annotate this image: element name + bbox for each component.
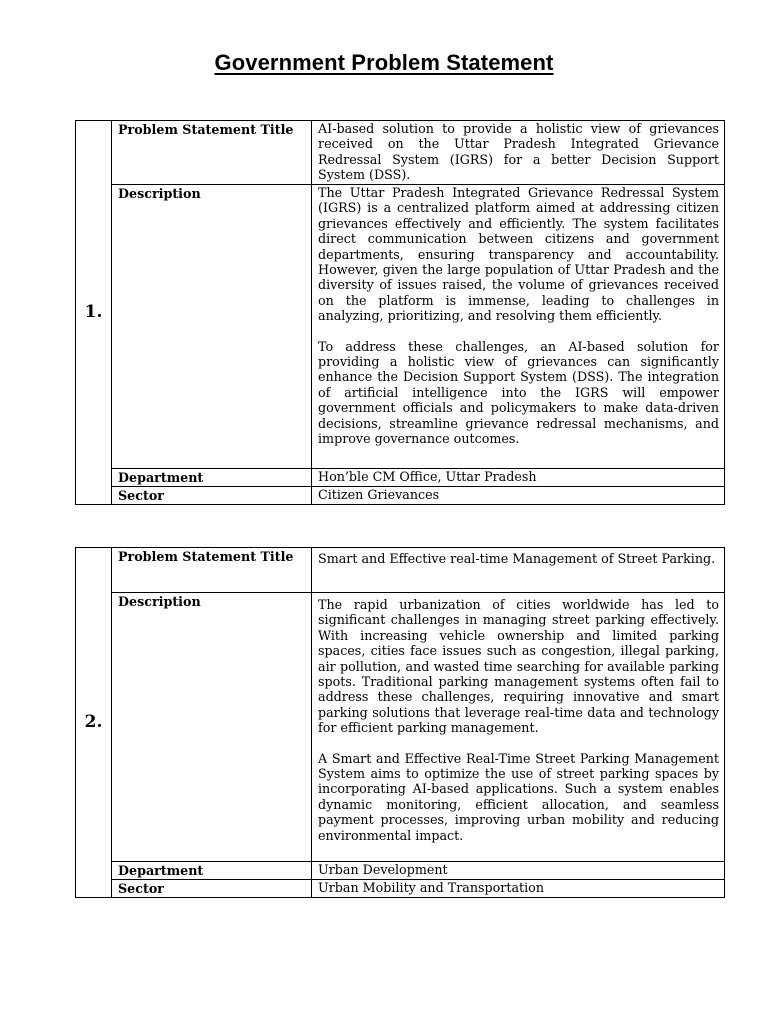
description-paragraph: A Smart and Effective Real-Time Street Parking Management System aims to optimize the use of street parking spaces by incorporating AI-based applications. Such a system enables dynamic monitoring, efficient allocation, and seamless payment processes, improving urban mobility and reducing environmental impact.: [318, 750, 719, 843]
label-problem-statement-title: Problem Statement Title: [112, 548, 312, 593]
table-row: [76, 487, 725, 505]
table-row: [76, 862, 725, 880]
label-department: Department: [112, 862, 312, 880]
label-sector: Sector: [112, 487, 312, 505]
problem-title-value: AI-based solution to provide a holistic view of grievances received on the Uttar Pradesh Integrated Grievance Redressal System (IGRS) for a better Decision Support System (DSS).: [312, 121, 725, 185]
description-paragraph: The Uttar Pradesh Integrated Grievance Redressal System (IGRS) is a centralized platform aimed at addressing citizen grievances effectively and efficiently. The system facilitates direct communication between citizens and government departments, ensuring transparency and accountability. However, given the large population of Uttar Pradesh and the diversity of issues raised, the volume of grievances received on the platform is immense, leading to challenges in analyzing, prioritizing, and resolving them efficiently.: [318, 185, 719, 324]
problem-statement-table-1: [75, 120, 725, 505]
label-description: Description: [112, 593, 312, 862]
description-paragraph: To address these challenges, an AI-based solution for providing a holistic view of grievances can significantly enhance the Decision Support System (DSS). The integration of artificial intelligence into the IGRS will empower government officials and policymakers to make data-driven decisions, streamline grievance redressal mechanisms, and improve governance outcomes.: [318, 338, 719, 447]
label-sector: Sector: [112, 880, 312, 898]
description-paragraph: The rapid urbanization of cities worldwide has led to significant challenges in managing street parking effectively. With increasing vehicle ownership and limited parking spaces, cities face issues such as congestion, illegal parking, air pollution, and wasted time searching for available parking spots. Traditional parking management systems often fail to address these challenges, requiring innovative and smart parking solutions that leverage real-time data and technology for efficient parking management.: [318, 597, 719, 736]
table-row: [76, 880, 725, 898]
description-value: [312, 185, 725, 469]
problem-number: 1.: [76, 121, 112, 505]
page-title: Government Problem Statement: [214, 50, 554, 75]
problem-title-value: Smart and Effective real-time Management of Street Parking.: [312, 548, 725, 593]
label-department: Department: [112, 469, 312, 487]
department-value: Hon’ble CM Office, Uttar Pradesh: [312, 469, 725, 487]
table-row: [76, 121, 725, 185]
table-row: [76, 548, 725, 593]
description-value: [312, 593, 725, 862]
table-row: [76, 469, 725, 487]
sector-value: Urban Mobility and Transportation: [312, 880, 725, 898]
sector-value: Citizen Grievances: [312, 487, 725, 505]
table-row: [76, 185, 725, 469]
label-problem-statement-title: Problem Statement Title: [112, 121, 312, 185]
label-description: Description: [112, 185, 312, 469]
problem-number: 2.: [76, 548, 112, 898]
problem-statement-table-2: [75, 547, 725, 898]
table-row: [76, 593, 725, 862]
department-value: Urban Development: [312, 862, 725, 880]
